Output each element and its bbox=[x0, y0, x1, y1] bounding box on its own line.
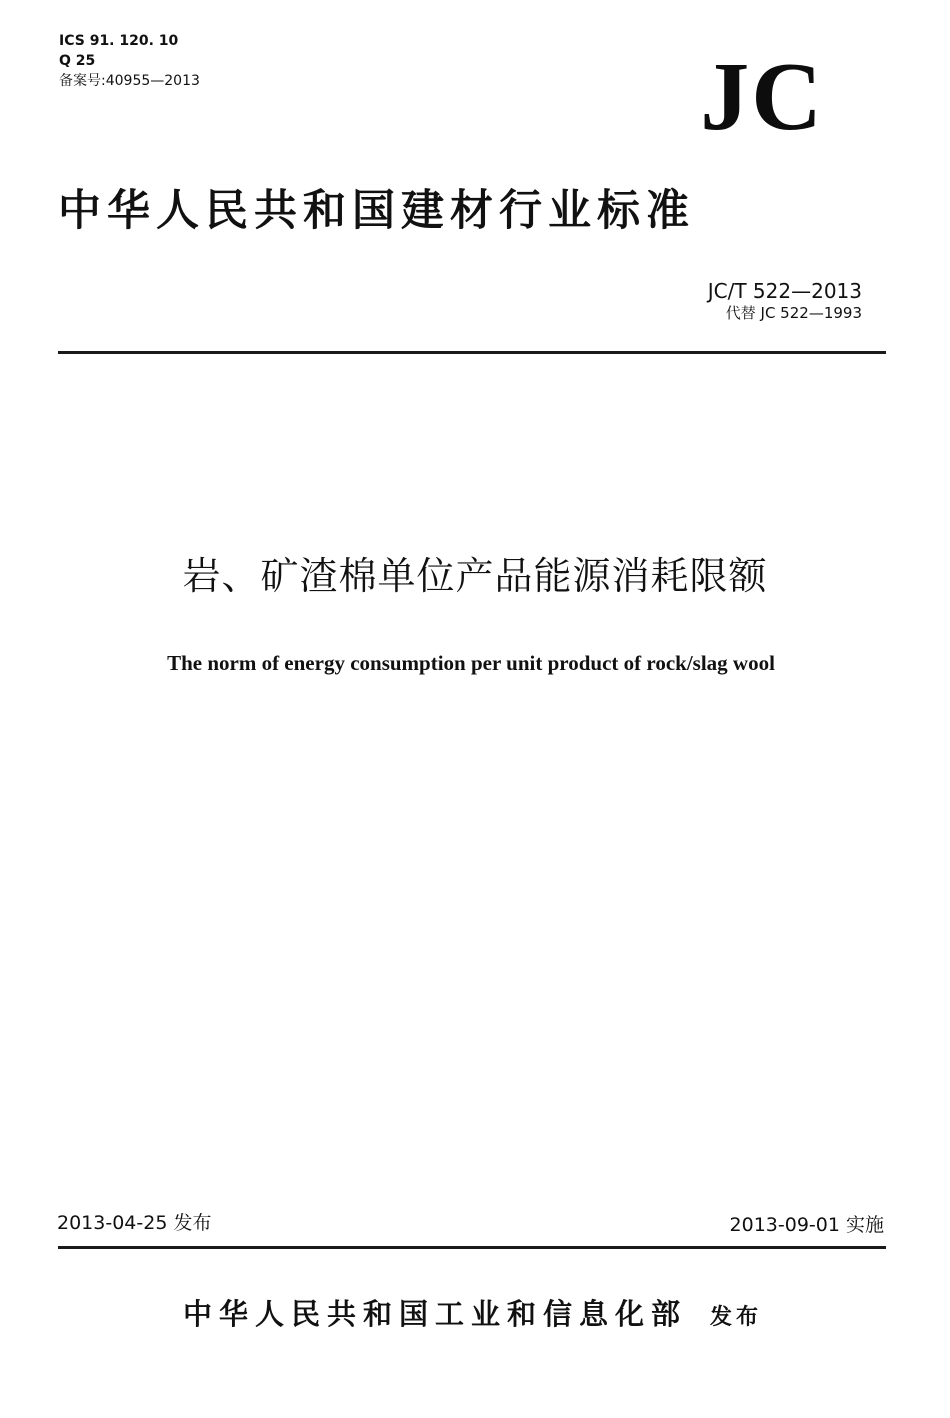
filing-number: 备案号:40955—2013 bbox=[59, 73, 200, 89]
issuing-action: 发布 bbox=[710, 1305, 763, 1330]
ccs-code: Q 25 bbox=[59, 53, 96, 69]
replaced-standard: 代替 JC 522—1993 bbox=[725, 304, 862, 322]
standard-number: JC/T 522—2013 bbox=[707, 279, 862, 303]
standard-number-block bbox=[708, 279, 862, 323]
standard-metadata bbox=[59, 31, 200, 91]
document-title-english: The norm of energy consumption per unit product of rock/slag wool bbox=[167, 651, 775, 675]
standard-category-title: 中华人民共和国建材行业标准 bbox=[58, 186, 695, 236]
ics-code: ICS 91. 120. 10 bbox=[59, 33, 179, 49]
issue-date: 2013-04-25 发布 bbox=[57, 1212, 212, 1234]
document-title-chinese: 岩、矿渣棉单位产品能源消耗限额 bbox=[182, 554, 768, 598]
bottom-divider bbox=[58, 1246, 886, 1249]
top-divider bbox=[58, 351, 886, 354]
issuing-authority: 中华人民共和国工业和信息化部 bbox=[183, 1297, 688, 1331]
implementation-date: 2013-09-01 实施 bbox=[729, 1214, 884, 1236]
jc-logo: JC bbox=[700, 43, 824, 151]
